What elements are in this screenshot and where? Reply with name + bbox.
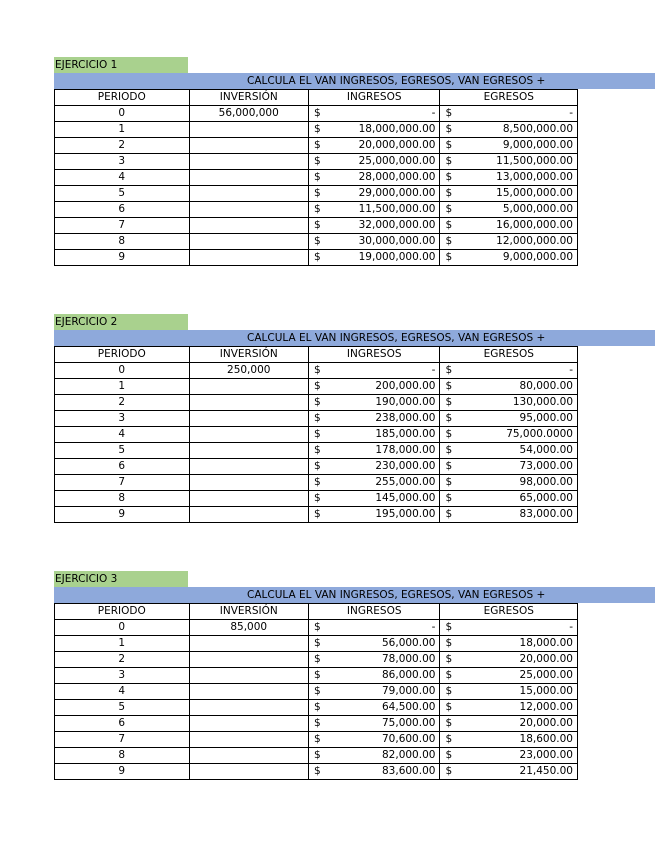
table-row <box>55 186 578 202</box>
currency-symbol: $ <box>313 123 321 135</box>
periodo-cell[interactable]: 6 <box>55 459 190 475</box>
currency-symbol: $ <box>313 428 321 440</box>
inversion-cell[interactable] <box>189 507 308 523</box>
ingresos-cell[interactable] <box>308 732 440 748</box>
table-row <box>55 106 578 122</box>
column-header[interactable]: INVERSIÓN <box>189 90 308 106</box>
table-row <box>55 507 578 523</box>
egresos-cell[interactable] <box>440 748 578 764</box>
banner-text: CALCULA EL VAN INGRESOS, EGRESOS, VAN EGRESOS + <box>247 589 546 601</box>
ingresos-cell[interactable] <box>308 491 440 507</box>
cash-flow-table <box>54 89 578 266</box>
egresos-value: 16,000,000.00 <box>496 219 573 231</box>
ingresos-value: 19,000,000.00 <box>358 251 436 263</box>
egresos-value: 130,000.00 <box>512 396 573 408</box>
table-row <box>55 427 578 443</box>
ingresos-cell[interactable] <box>308 218 440 234</box>
ingresos-value: 32,000,000.00 <box>358 219 436 231</box>
egresos-cell[interactable] <box>440 620 578 636</box>
currency-symbol: $ <box>313 155 321 167</box>
currency-symbol: $ <box>445 717 453 729</box>
table-row <box>55 363 578 379</box>
egresos-value: 18,000.00 <box>519 637 573 649</box>
currency-symbol: $ <box>445 621 453 633</box>
egresos-value: 65,000.00 <box>519 492 573 504</box>
currency-symbol: $ <box>445 364 453 376</box>
periodo-cell[interactable]: 4 <box>55 684 190 700</box>
currency-symbol: $ <box>313 765 321 777</box>
currency-symbol: $ <box>445 508 453 520</box>
egresos-cell[interactable] <box>440 700 578 716</box>
currency-symbol: $ <box>313 139 321 151</box>
egresos-cell[interactable] <box>440 170 578 186</box>
currency-symbol: $ <box>313 203 321 215</box>
periodo-cell[interactable]: 1 <box>55 636 190 652</box>
currency-symbol: $ <box>313 492 321 504</box>
exercise-banner[interactable] <box>54 587 655 603</box>
table-row <box>55 732 578 748</box>
currency-symbol: $ <box>445 653 453 665</box>
currency-symbol: $ <box>445 203 453 215</box>
inversion-cell[interactable] <box>189 764 308 780</box>
periodo-cell[interactable]: 5 <box>55 700 190 716</box>
periodo-cell[interactable]: 2 <box>55 395 190 411</box>
egresos-value: 80,000.00 <box>519 380 573 392</box>
inversion-cell[interactable] <box>189 700 308 716</box>
inversion-cell[interactable] <box>189 716 308 732</box>
ingresos-cell[interactable] <box>308 620 440 636</box>
table-row <box>55 411 578 427</box>
periodo-cell[interactable]: 3 <box>55 411 190 427</box>
inversion-cell[interactable] <box>189 234 308 250</box>
egresos-cell[interactable] <box>440 138 578 154</box>
ingresos-cell[interactable] <box>308 234 440 250</box>
ingresos-cell[interactable] <box>308 475 440 491</box>
ingresos-value: 185,000.00 <box>375 428 436 440</box>
egresos-cell[interactable] <box>440 427 578 443</box>
table-row <box>55 475 578 491</box>
currency-symbol: $ <box>445 155 453 167</box>
column-header[interactable]: INGRESOS <box>308 604 440 620</box>
egresos-cell[interactable] <box>440 202 578 218</box>
egresos-value: 20,000.00 <box>519 717 573 729</box>
currency-symbol: $ <box>313 685 321 697</box>
egresos-value: 18,600.00 <box>519 733 573 745</box>
egresos-cell[interactable] <box>440 122 578 138</box>
egresos-value: 8,500,000.00 <box>502 123 573 135</box>
periodo-cell[interactable]: 1 <box>55 379 190 395</box>
ingresos-cell[interactable] <box>308 186 440 202</box>
egresos-value: 95,000.00 <box>519 412 573 424</box>
currency-symbol: $ <box>313 380 321 392</box>
table-row <box>55 459 578 475</box>
table-row <box>55 748 578 764</box>
ingresos-value: 20,000,000.00 <box>358 139 436 151</box>
currency-symbol: $ <box>313 412 321 424</box>
currency-symbol: $ <box>445 669 453 681</box>
currency-symbol: $ <box>445 685 453 697</box>
egresos-cell[interactable] <box>440 186 578 202</box>
egresos-cell[interactable] <box>440 443 578 459</box>
periodo-cell[interactable]: 9 <box>55 764 190 780</box>
currency-symbol: $ <box>445 701 453 713</box>
egresos-cell[interactable] <box>440 684 578 700</box>
egresos-cell[interactable] <box>440 459 578 475</box>
egresos-value: 73,000.00 <box>519 460 573 472</box>
ingresos-value: 230,000.00 <box>375 460 436 472</box>
egresos-value: 15,000,000.00 <box>496 187 573 199</box>
inversion-cell[interactable] <box>189 170 308 186</box>
inversion-cell[interactable] <box>189 732 308 748</box>
table-row <box>55 250 578 266</box>
ingresos-value: 78,000.00 <box>382 653 436 665</box>
egresos-value: - <box>569 621 573 633</box>
inversion-cell[interactable] <box>189 475 308 491</box>
exercise-banner[interactable] <box>54 73 655 89</box>
currency-symbol: $ <box>445 637 453 649</box>
ingresos-value: 70,600.00 <box>382 733 436 745</box>
egresos-value: 20,000.00 <box>519 653 573 665</box>
currency-symbol: $ <box>445 749 453 761</box>
ingresos-value: 28,000,000.00 <box>358 171 436 183</box>
ingresos-value: 255,000.00 <box>375 476 436 488</box>
ingresos-value: 75,000.00 <box>382 717 436 729</box>
egresos-value: 12,000,000.00 <box>496 235 573 247</box>
egresos-cell[interactable] <box>440 411 578 427</box>
periodo-cell[interactable]: 9 <box>55 250 190 266</box>
egresos-cell[interactable] <box>440 363 578 379</box>
column-header[interactable]: EGRESOS <box>440 90 578 106</box>
ingresos-cell[interactable] <box>308 636 440 652</box>
periodo-cell[interactable]: 2 <box>55 652 190 668</box>
egresos-value: 13,000,000.00 <box>496 171 573 183</box>
ingresos-cell[interactable] <box>308 363 440 379</box>
egresos-value: 5,000,000.00 <box>502 203 573 215</box>
table-row <box>55 636 578 652</box>
egresos-cell[interactable] <box>440 250 578 266</box>
egresos-cell[interactable] <box>440 636 578 652</box>
currency-symbol: $ <box>445 123 453 135</box>
periodo-cell[interactable]: 3 <box>55 154 190 170</box>
egresos-value: 11,500,000.00 <box>496 155 573 167</box>
column-header[interactable]: EGRESOS <box>440 347 578 363</box>
currency-symbol: $ <box>313 107 321 119</box>
currency-symbol: $ <box>445 412 453 424</box>
currency-symbol: $ <box>313 171 321 183</box>
ingresos-cell[interactable] <box>308 427 440 443</box>
periodo-cell[interactable]: 4 <box>55 427 190 443</box>
ingresos-value: 29,000,000.00 <box>358 187 436 199</box>
periodo-cell[interactable]: 3 <box>55 668 190 684</box>
currency-symbol: $ <box>313 621 321 633</box>
table-row <box>55 379 578 395</box>
inversion-cell[interactable] <box>189 218 308 234</box>
ingresos-value: 25,000,000.00 <box>358 155 436 167</box>
inversion-cell[interactable] <box>189 411 308 427</box>
currency-symbol: $ <box>445 251 453 263</box>
exercise-label[interactable]: EJERCICIO 2 <box>54 314 188 330</box>
currency-symbol: $ <box>445 765 453 777</box>
egresos-cell[interactable] <box>440 154 578 170</box>
currency-symbol: $ <box>445 444 453 456</box>
exercise-label[interactable]: EJERCICIO 1 <box>54 57 188 73</box>
ingresos-value: - <box>431 107 436 119</box>
egresos-value: 9,000,000.00 <box>502 251 573 263</box>
table-row <box>55 491 578 507</box>
table-row <box>55 443 578 459</box>
table-row <box>55 764 578 780</box>
periodo-cell[interactable]: 7 <box>55 732 190 748</box>
column-header[interactable]: INVERSIÓN <box>189 604 308 620</box>
currency-symbol: $ <box>313 749 321 761</box>
ingresos-value: 86,000.00 <box>382 669 436 681</box>
egresos-cell[interactable] <box>440 652 578 668</box>
currency-symbol: $ <box>313 444 321 456</box>
egresos-value: 21,450.00 <box>519 765 573 777</box>
egresos-cell[interactable] <box>440 491 578 507</box>
column-header[interactable]: PERIODO <box>55 90 190 106</box>
ingresos-value: 18,000,000.00 <box>358 123 436 135</box>
egresos-value: 9,000,000.00 <box>502 139 573 151</box>
column-header[interactable]: INGRESOS <box>308 90 440 106</box>
ingresos-cell[interactable] <box>308 507 440 523</box>
egresos-value: 12,000.00 <box>519 701 573 713</box>
ingresos-cell[interactable] <box>308 716 440 732</box>
currency-symbol: $ <box>313 476 321 488</box>
ingresos-value: 83,600.00 <box>382 765 436 777</box>
currency-symbol: $ <box>313 717 321 729</box>
periodo-cell[interactable]: 6 <box>55 202 190 218</box>
currency-symbol: $ <box>313 460 321 472</box>
egresos-cell[interactable] <box>440 732 578 748</box>
egresos-cell[interactable] <box>440 234 578 250</box>
ingresos-cell[interactable] <box>308 459 440 475</box>
header-row <box>55 347 578 363</box>
inversion-cell[interactable] <box>189 459 308 475</box>
currency-symbol: $ <box>313 235 321 247</box>
table-row <box>55 170 578 186</box>
periodo-cell[interactable]: 0 <box>55 620 190 636</box>
table-row <box>55 652 578 668</box>
periodo-cell[interactable]: 6 <box>55 716 190 732</box>
table-row <box>55 138 578 154</box>
ingresos-value: 79,000.00 <box>382 685 436 697</box>
ingresos-cell[interactable] <box>308 106 440 122</box>
table-row <box>55 395 578 411</box>
inversion-cell[interactable] <box>189 154 308 170</box>
inversion-cell[interactable] <box>189 395 308 411</box>
currency-symbol: $ <box>313 251 321 263</box>
exercise-label[interactable]: EJERCICIO 3 <box>54 571 188 587</box>
table-row <box>55 202 578 218</box>
ingresos-cell[interactable] <box>308 748 440 764</box>
inversion-cell[interactable]: 56,000,000 <box>189 106 308 122</box>
inversion-cell[interactable] <box>189 748 308 764</box>
inversion-cell[interactable] <box>189 379 308 395</box>
egresos-cell[interactable] <box>440 106 578 122</box>
ingresos-cell[interactable] <box>308 154 440 170</box>
egresos-value: 15,000.00 <box>519 685 573 697</box>
ingresos-cell[interactable] <box>308 250 440 266</box>
ingresos-value: 200,000.00 <box>375 380 436 392</box>
inversion-cell[interactable] <box>189 427 308 443</box>
periodo-cell[interactable]: 2 <box>55 138 190 154</box>
inversion-cell[interactable] <box>189 668 308 684</box>
currency-symbol: $ <box>313 637 321 649</box>
inversion-cell[interactable] <box>189 636 308 652</box>
ingresos-value: 145,000.00 <box>375 492 436 504</box>
ingresos-value: 11,500,000.00 <box>358 203 436 215</box>
currency-symbol: $ <box>445 187 453 199</box>
periodo-cell[interactable]: 0 <box>55 106 190 122</box>
egresos-value: 83,000.00 <box>519 508 573 520</box>
ingresos-cell[interactable] <box>308 122 440 138</box>
currency-symbol: $ <box>445 733 453 745</box>
inversion-cell[interactable] <box>189 202 308 218</box>
ingresos-value: 190,000.00 <box>375 396 436 408</box>
currency-symbol: $ <box>313 187 321 199</box>
inversion-cell[interactable] <box>189 491 308 507</box>
column-header[interactable]: EGRESOS <box>440 604 578 620</box>
egresos-value: - <box>569 107 573 119</box>
periodo-cell[interactable]: 7 <box>55 475 190 491</box>
table-row <box>55 620 578 636</box>
periodo-cell[interactable]: 8 <box>55 234 190 250</box>
periodo-cell[interactable]: 8 <box>55 748 190 764</box>
cash-flow-table <box>54 603 578 780</box>
ingresos-cell[interactable] <box>308 443 440 459</box>
egresos-value: 98,000.00 <box>519 476 573 488</box>
ingresos-cell[interactable] <box>308 684 440 700</box>
egresos-value: 54,000.00 <box>519 444 573 456</box>
banner-text: CALCULA EL VAN INGRESOS, EGRESOS, VAN EGRESOS + <box>247 75 546 87</box>
banner-text: CALCULA EL VAN INGRESOS, EGRESOS, VAN EGRESOS + <box>247 332 546 344</box>
currency-symbol: $ <box>313 653 321 665</box>
ingresos-value: 238,000.00 <box>375 412 436 424</box>
ingresos-cell[interactable] <box>308 395 440 411</box>
currency-symbol: $ <box>313 669 321 681</box>
currency-symbol: $ <box>313 701 321 713</box>
ingresos-value: - <box>431 364 436 376</box>
cash-flow-table <box>54 346 578 523</box>
table-row <box>55 668 578 684</box>
currency-symbol: $ <box>445 492 453 504</box>
inversion-cell[interactable] <box>189 652 308 668</box>
currency-symbol: $ <box>445 428 453 440</box>
currency-symbol: $ <box>313 508 321 520</box>
currency-symbol: $ <box>445 219 453 231</box>
currency-symbol: $ <box>445 171 453 183</box>
inversion-cell[interactable]: 250,000 <box>189 363 308 379</box>
egresos-cell[interactable] <box>440 379 578 395</box>
inversion-cell[interactable] <box>189 250 308 266</box>
table-row <box>55 716 578 732</box>
egresos-cell[interactable] <box>440 475 578 491</box>
periodo-cell[interactable]: 1 <box>55 122 190 138</box>
inversion-cell[interactable] <box>189 122 308 138</box>
periodo-cell[interactable]: 7 <box>55 218 190 234</box>
ingresos-cell[interactable] <box>308 764 440 780</box>
ingresos-value: - <box>431 621 436 633</box>
ingresos-cell[interactable] <box>308 700 440 716</box>
periodo-cell[interactable]: 4 <box>55 170 190 186</box>
currency-symbol: $ <box>445 380 453 392</box>
egresos-cell[interactable] <box>440 764 578 780</box>
inversion-cell[interactable] <box>189 684 308 700</box>
inversion-cell[interactable]: 85,000 <box>189 620 308 636</box>
egresos-cell[interactable] <box>440 507 578 523</box>
currency-symbol: $ <box>445 107 453 119</box>
column-header[interactable]: INVERSIÓN <box>189 347 308 363</box>
egresos-cell[interactable] <box>440 716 578 732</box>
currency-symbol: $ <box>445 139 453 151</box>
header-row <box>55 604 578 620</box>
ingresos-value: 82,000.00 <box>382 749 436 761</box>
ingresos-cell[interactable] <box>308 138 440 154</box>
currency-symbol: $ <box>313 733 321 745</box>
egresos-cell[interactable] <box>440 668 578 684</box>
periodo-cell[interactable]: 9 <box>55 507 190 523</box>
egresos-value: 23,000.00 <box>519 749 573 761</box>
ingresos-value: 64,500.00 <box>382 701 436 713</box>
table-row <box>55 700 578 716</box>
ingresos-value: 195,000.00 <box>375 508 436 520</box>
egresos-value: - <box>569 364 573 376</box>
egresos-value: 75,000.0000 <box>506 428 573 440</box>
currency-symbol: $ <box>313 219 321 231</box>
table-row <box>55 154 578 170</box>
currency-symbol: $ <box>445 235 453 247</box>
table-row <box>55 122 578 138</box>
ingresos-value: 30,000,000.00 <box>358 235 436 247</box>
periodo-cell[interactable]: 0 <box>55 363 190 379</box>
currency-symbol: $ <box>445 396 453 408</box>
egresos-cell[interactable] <box>440 395 578 411</box>
egresos-cell[interactable] <box>440 218 578 234</box>
exercise-banner[interactable] <box>54 330 655 346</box>
currency-symbol: $ <box>313 396 321 408</box>
ingresos-cell[interactable] <box>308 379 440 395</box>
currency-symbol: $ <box>313 364 321 376</box>
table-row <box>55 218 578 234</box>
ingresos-cell[interactable] <box>308 668 440 684</box>
egresos-value: 25,000.00 <box>519 669 573 681</box>
inversion-cell[interactable] <box>189 443 308 459</box>
periodo-cell[interactable]: 5 <box>55 186 190 202</box>
ingresos-cell[interactable] <box>308 652 440 668</box>
column-header[interactable]: PERIODO <box>55 604 190 620</box>
currency-symbol: $ <box>445 460 453 472</box>
table-row <box>55 684 578 700</box>
inversion-cell[interactable] <box>189 186 308 202</box>
currency-symbol: $ <box>445 476 453 488</box>
column-header[interactable]: INGRESOS <box>308 347 440 363</box>
periodo-cell[interactable]: 8 <box>55 491 190 507</box>
column-header[interactable]: PERIODO <box>55 347 190 363</box>
ingresos-value: 178,000.00 <box>375 444 436 456</box>
ingresos-cell[interactable] <box>308 411 440 427</box>
ingresos-value: 56,000.00 <box>382 637 436 649</box>
inversion-cell[interactable] <box>189 138 308 154</box>
ingresos-cell[interactable] <box>308 170 440 186</box>
header-row <box>55 90 578 106</box>
periodo-cell[interactable]: 5 <box>55 443 190 459</box>
table-row <box>55 234 578 250</box>
ingresos-cell[interactable] <box>308 202 440 218</box>
